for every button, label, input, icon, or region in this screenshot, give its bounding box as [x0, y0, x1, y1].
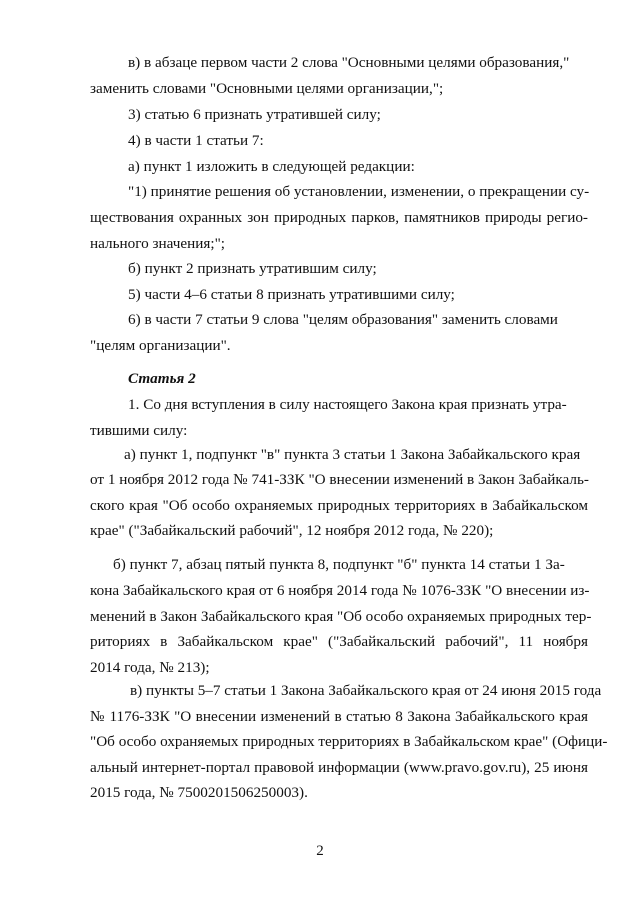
text-line: в) пункты 5–7 статьи 1 Закона Забайкальского края от 24 июня 2015 года [130, 682, 602, 699]
article-heading: Статья 2 [128, 370, 196, 387]
text-line: крае" ("Забайкальский рабочий", 12 ноября 2012 года, № 220); [90, 522, 494, 539]
text-line: тившими силу: [90, 422, 188, 439]
text-line: от 1 ноября 2012 года № 741-ЗЗК "О внесении изменений в Закон Забайкаль- [90, 471, 589, 488]
text-line: 2015 года, № 7500201506250003). [90, 784, 308, 801]
text-line: альный интернет-портал правовой информации (www.pravo.gov.ru), 25 июня [90, 759, 588, 776]
text-line: 1. Со дня вступления в силу настоящего Закона края признать утра- [128, 396, 567, 413]
text-line: 2014 года, № 213); [90, 659, 210, 676]
text-line: в) в абзаце первом части 2 слова "Основными целями образования," [128, 54, 570, 71]
text-line: 5) части 4–6 статьи 8 признать утратившими силу; [128, 286, 455, 303]
text-line: кона Забайкальского края от 6 ноября 2014 года № 1076-ЗЗК "О внесении из- [90, 582, 590, 599]
text-line: б) пункт 7, абзац пятый пункта 8, подпункт "б" пункта 14 статьи 1 За- [113, 556, 565, 573]
text-line: а) пункт 1, подпункт "в" пункта 3 статьи 1 Закона Забайкальского края [124, 446, 581, 463]
text-line: "1) принятие решения об установлении, изменении, о прекращении су- [128, 183, 590, 200]
text-line: "Об особо охраняемых природных территориях в Забайкальском крае" (Офици- [90, 733, 608, 750]
text-line: "целям организации". [90, 337, 231, 354]
text-line: риториях в Забайкальском крае" ("Забайкальский рабочий", 11 ноября [90, 633, 588, 650]
text-line: заменить словами "Основными целями организации,"; [90, 80, 444, 97]
text-line: 6) в части 7 статьи 9 слова "целям образования" заменить словами [128, 311, 558, 328]
text-line: а) пункт 1 изложить в следующей редакции: [128, 158, 415, 175]
text-line: 3) статью 6 признать утратившей силу; [128, 106, 381, 123]
text-line: ского края "Об особо охраняемых природных территориях в Забайкальском [90, 497, 588, 514]
page-number: 2 [316, 843, 324, 859]
text-line: б) пункт 2 признать утратившим силу; [128, 260, 377, 277]
text-line: ществования охранных зон природных парков, памятников природы регио- [90, 209, 588, 226]
text-line: менений в Закон Забайкальского края "Об особо охраняемых природных тер- [90, 608, 592, 625]
text-line: № 1176-ЗЗК "О внесении изменений в статью 8 Закона Забайкальского края [90, 708, 588, 725]
text-line: 4) в части 1 статьи 7: [128, 132, 264, 149]
text-line: нального значения;"; [90, 235, 225, 252]
